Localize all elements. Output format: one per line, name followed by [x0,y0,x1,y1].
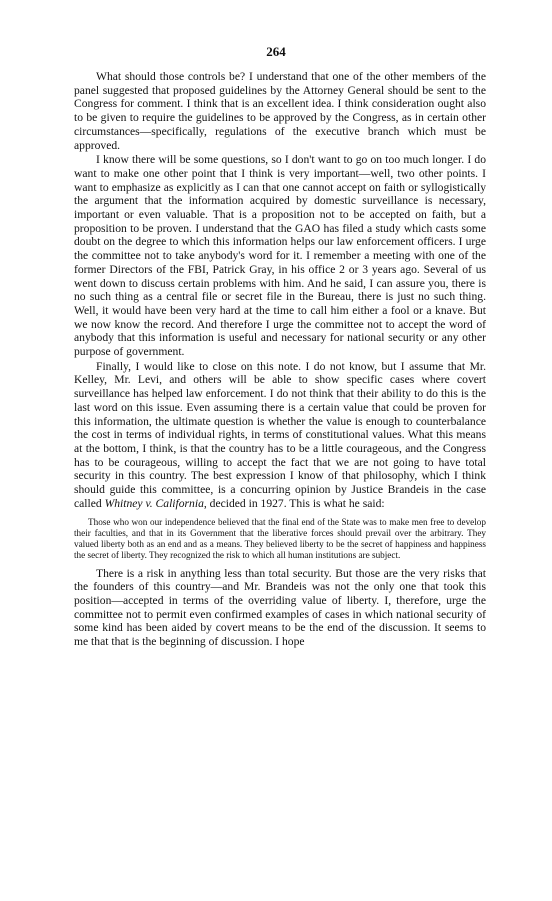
page-number: 264 [266,44,286,59]
brandeis-quote: Those who won our independence believed that the final end of the State was to make men free to develop their faculties, and that in its Government that the liberative forces should prevail over the arbitrary. They valued liberty both as an end and as a means. They believed liberty to be the secret of happiness and happiness the secret of liberty. They recognized the risk to which all human institutions are subject. [74,516,486,560]
paragraph-closing-note [74,360,486,511]
case-citation: Whitney v. California [104,496,204,510]
paragraph-risk: There is a risk in anything less than total security. But those are the very risks that the founders of this country—and Mr. Brandeis was not the only one that took this position—accepted in terms of the overriding value of liberty. I, therefore, urge the committee not to permit even confirmed examples of cases in which national security of some kind has been aided by covert means to be the end of the discussion. It seems to me that that is the beginning of discussion. I hope [74,566,486,649]
paragraph-controls: What should those controls be? I understand that one of the other members of the panel suggested that proposed guidelines by the Attorney General should be sent to the Congress for comment. I think that is an excellent idea. I think consideration ought also to be given to require the guidelines to be approved by the Congress, as in certain other circumstances—specifically, regulations of the executive branch which must be approved. [74,70,486,152]
paragraph-surveillance-proof: I know there will be some questions, so I don't want to go on too much longer. I do want to make one other point that I think is very important—well, two other points. I want to emphasize as explicitly as I can that one cannot accept on faith or syllogistically the argument that the information acquired by domestic surveillance is necessary, important or even valuable. That is a proposition not to be accepted on faith, but a proposition to be proven. I understand that the GAO has filed a study which casts some doubt on the degree to which this information helps our law enforcement officers. I urge the committee not to take anybody's word for it. I remember a meeting with one of the former Directors of the FBI, Patrick Gray, in his office 2 or 3 years ago. Several of us went down to discuss certain problems with him. And he said, I can assure you, there is no such thing as a central file or secret file in the Bureau, there is just no such thing. Well, it would have been very hard at the time to call him either a fool or a knave. But we now know the record. And therefore I urge the committee not to accept the word of anybody that this information is useful and necessary for national security or any other purpose of government. [74,153,486,359]
page-body [74,70,486,650]
paragraph-closing-text: Finally, I would like to close on this note. I do not know, but I assume that Mr. Kelley, Mr. Levi, and others will be able to show specific cases where covert surveillance has helped law enforcement. I do not think that their ability to do this is the last word on this issue. Even assuming there is a certain value that could be proven for this information, the ultimate question is whether the value is enough to counterbalance the cost in terms of individual rights, in terms of constitutional values. What this means at the bottom, I think, is that the country has to be a little courageous, and the Congress has to be courageous, willing to accept the fact that we are not going to have total security in this country. The best expression I know of that philosophy, which I think should guide this committee, is a concurring opinion by Justice Brandeis in the case called [74,359,486,510]
paragraph-closing-end: , decided in 1927. This is what he said: [203,496,385,510]
